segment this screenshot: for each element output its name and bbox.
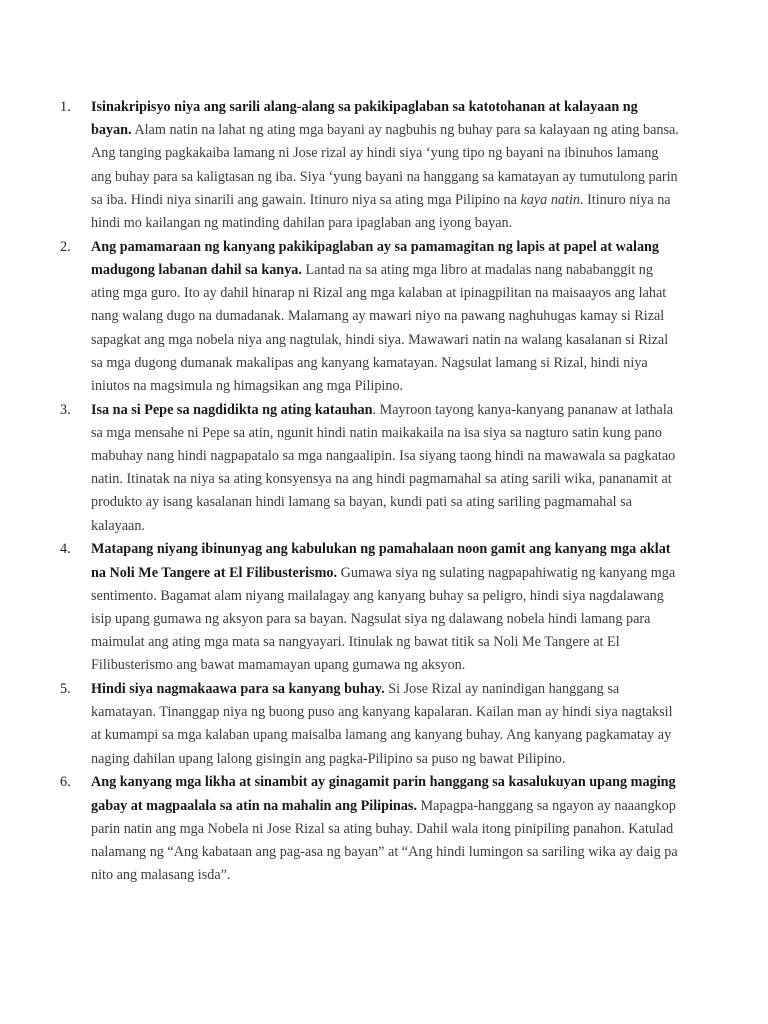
list-number: 1. bbox=[60, 99, 71, 115]
item-heading: Isinakripisyo niya ang sarili alang-alang sa pakikipaglaban sa katotohanan at kalayaan ng bayan. bbox=[91, 99, 638, 139]
item-heading: Matapang niyang ibinunyag ang kabulukan ng pamahalaan noon gamit ang kanyang mga aklat na Noli Me Tangere at El Filibusterismo. bbox=[91, 541, 671, 581]
list-item bbox=[60, 399, 680, 538]
list-item bbox=[60, 771, 680, 887]
item-body: Gumawa siya ng sulating nagpapahiwatig ng kanyang mga sentimento. Bagamat alam niyang mailalagay ang kanyang buhay sa peligro, hindi siya nagdalawang isip upang gumawa ng aksyon para sa bayan. Nagsulat siya ng dalawang nobela hindi lamang para maimulat ang ating mga mata sa nangyayari. Itinulak ng bawat titik sa Noli Me Tangere at El Filibusterismo ang bawat mamamayan upang gumawa ng aksyon. bbox=[91, 564, 676, 674]
list-number: 6. bbox=[60, 774, 71, 791]
item-body: Alam natin na lahat ng ating mga bayani ay nagbuhis ng buhay para sa kalayaan ng ating bansa. Ang tanging pagkakaiba lamang ni Jose rizal ay hindi siya ‘yung tipo ng bayani na ibinuhos lamang ang buhay para sa kaligtasan ng iba. Siya ‘yung bayani na hanggang sa kamatayan ay tumutulong parin sa iba. Hindi niya sinarili ang gawain. Itinuro niya sa ating mga Pilipino na bbox=[91, 122, 679, 208]
list-number: 4. bbox=[60, 541, 71, 558]
list-number: 5. bbox=[60, 681, 71, 698]
item-body: . Mayroon tayong kanya-kanyang pananaw at lathala sa mga mensahe ni Pepe sa atin, ngunit hindi natin maikakaila na isa siya sa nagturo satin kung pano mabuhay nang hindi nagpapatalo sa mga nangaalipin. Isa siyang taong hindi na mawawala sa pagkatao natin. Itinatak na niya sa ating konsyensya na ang hindi pagmamahal sa ating sarili wika, pananamit at produkto ay isang kasalanan hindi lamang sa bayan, kundi pati sa ating sariling pagmamahal sa kalayaan. bbox=[91, 401, 676, 534]
list-item bbox=[60, 538, 680, 677]
list-item bbox=[60, 96, 680, 235]
list-item bbox=[60, 236, 680, 398]
list-item bbox=[60, 678, 680, 771]
item-heading: Ang pamamaraan ng kanyang pakikipaglaban ay sa pamamagitan ng lapis at papel at walang madugong labanan dahil sa kanya. bbox=[91, 238, 660, 278]
item-heading: Isa na si Pepe sa nagdidikta ng ating katauhan bbox=[91, 401, 373, 418]
list-number: 2. bbox=[60, 238, 71, 255]
item-body: Lantad na sa ating mga libro at madalas nang nababanggit ng ating mga guro. Ito ay dahil hinarap ni Rizal ang mga kalaban at ipinagpilitan na maisaayos ang lahat nang walang dugo na dumadanak. Malamang ay mawari niyo na pawang naghuhugas kamay si Rizal sapagkat ang mga nobela niya ang nagtulak, hindi siya. Mawawari natin na walang kasalanan si Rizal sa mga dugong dumanak makalipas ang kanyang kamatayan. Nagsulat lamang si Rizal, hindi niya iniutos na magsimula ng himagsikan ang mga Pilipino. bbox=[91, 261, 669, 394]
item-body: Si Jose Rizal ay nanindigan hanggang sa kamatayan. Tinanggap niya ng buong puso ang kanyang kapalaran. Kailan man ay hindi siya nagtaksil at kumampi sa mga kalaban upang maisalba lamang ang kanyang buhay. Ang kanyang pagkamatay ay naging dahilan upang lalong gisingin ang pagka-Pilipino sa puso ng bawat Pilipino. bbox=[91, 681, 673, 767]
item-body: Mapagpa-hanggang sa ngayon ay naaangkop parin natin ang mga Nobela ni Jose Rizal sa ating buhay. Dahil wala itong pinipiling panahon. Katulad nalamang ng “Ang kabataan ang pag-asa ng bayan” at “Ang hindi lumingon sa sariling wika ay daig pa nito ang malasang isda”. bbox=[91, 797, 678, 884]
item-heading: Ang kanyang mga likha at sinambit ay ginagamit parin hanggang sa kasalukuyan upang maging gabay at magpaalala sa atin na mahalin ang Pilipinas. bbox=[91, 774, 676, 814]
item-body: Itinuro niya na hindi mo kailangan ng matinding dahilan para ipaglaban ang iyong bayan. bbox=[91, 191, 671, 232]
list-number: 3. bbox=[60, 401, 71, 418]
item-heading: Hindi siya nagmakaawa para sa kanyang buhay. bbox=[91, 681, 385, 698]
item-body-italic: kaya natin. bbox=[520, 191, 584, 208]
numbered-list bbox=[60, 96, 680, 888]
